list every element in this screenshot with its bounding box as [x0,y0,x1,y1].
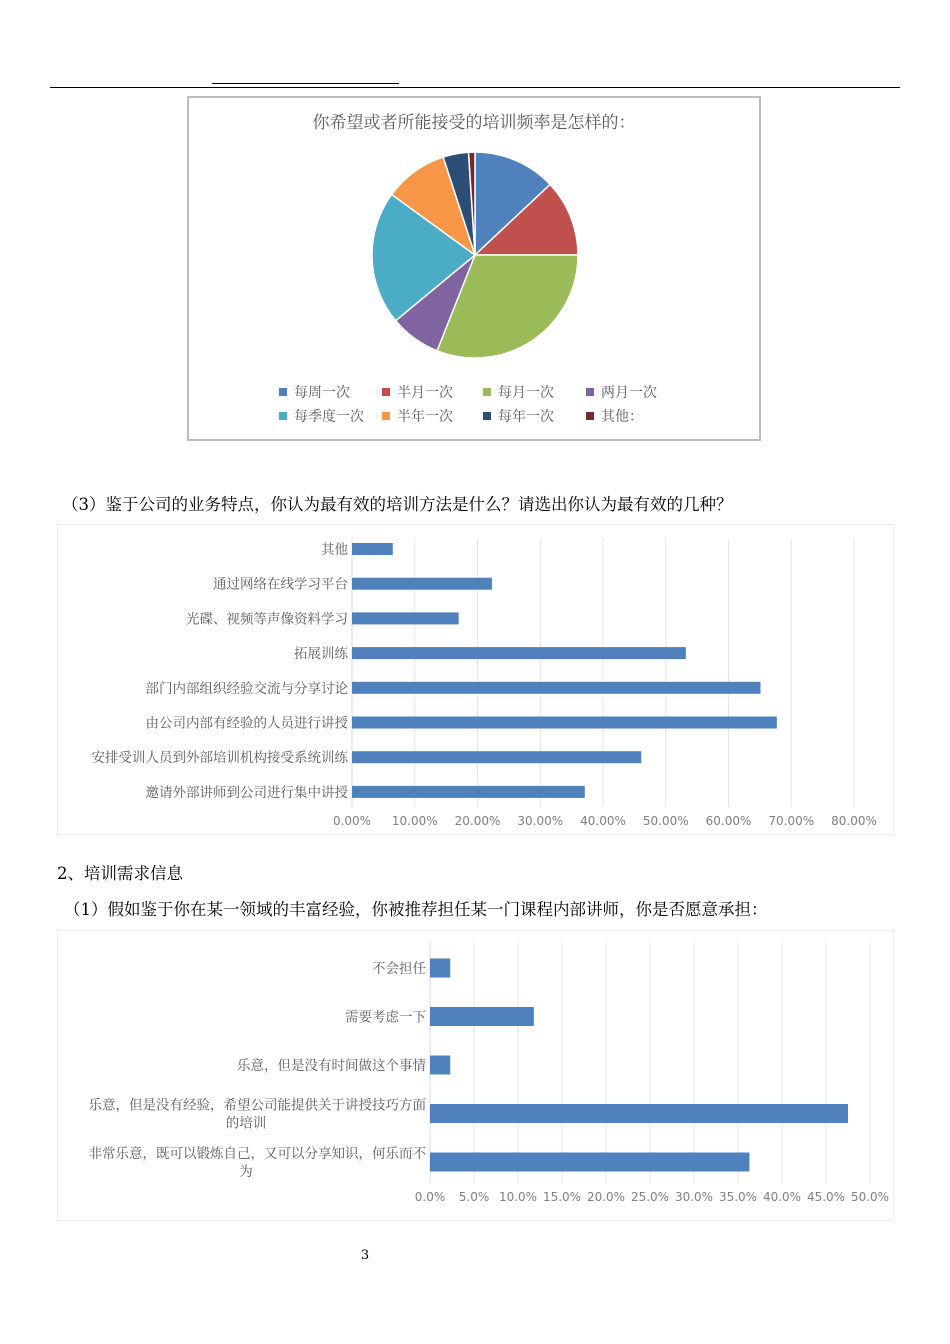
page-number: 3 [360,1248,370,1263]
pie-legend-item [586,382,657,402]
x-tick-label: 25.0% [630,1190,670,1204]
legend-label: 半年一次 [397,409,453,425]
x-tick-label: 30.0% [674,1190,714,1204]
pie-chart-frequency [187,96,761,441]
pie-legend-item [483,406,554,426]
legend-label: 每月一次 [498,385,554,401]
x-tick-label: 30.00% [517,814,564,828]
category-label: 乐意，但是没有经验，希望公司能提供关于讲授技巧方面 [88,1097,426,1114]
category-label: 需要考虑一下 [345,1009,426,1026]
pie-legend-item [382,382,453,402]
section-2-title: 2、培训需求信息 [57,864,183,883]
legend-swatch [483,412,491,420]
bar [352,682,761,694]
legend-swatch [382,388,390,396]
x-tick-label: 35.0% [718,1190,758,1204]
header-rule [50,87,900,88]
x-tick-label: 15.0% [542,1190,582,1204]
bar [352,751,641,763]
bar [352,543,393,555]
legend-label: 其他： [601,409,643,425]
x-tick-label: 0.0% [414,1190,446,1204]
pie-legend-item [279,382,350,402]
x-tick-label: 20.0% [586,1190,626,1204]
legend-label: 两月一次 [601,385,657,401]
category-label: 的培训 [225,1115,267,1132]
bar [352,786,585,798]
header-rule-short [212,83,399,84]
legend-label: 每年一次 [498,409,554,425]
legend-label: 半月一次 [397,385,453,401]
x-tick-label: 10.00% [391,814,438,828]
bar [352,647,686,659]
x-tick-label: 20.00% [454,814,501,828]
pie-legend-item [483,382,554,402]
category-label: 非常乐意，既可以锻炼自己，又可以分享知识，何乐而不 [88,1146,426,1162]
pie-legend-item [279,406,364,426]
bar-chart-lecturer-willingness [57,930,894,1221]
bar [352,717,777,729]
legend-swatch [279,412,287,420]
bar [430,1153,749,1172]
x-tick-label: 10.0% [498,1190,538,1204]
legend-swatch [382,412,390,420]
legend-swatch [279,388,287,396]
pie-chart-title: 你希望或者所能接受的培训频率是怎样的： [312,113,636,133]
category-label: 不会担任 [372,961,426,977]
x-tick-label: 0.00% [332,814,372,828]
pie-legend-item [382,406,453,426]
bar [430,1056,450,1075]
category-label: 拓展训练 [294,646,348,663]
bar [430,1104,848,1123]
category-label: 部门内部组织经验交流与分享讨论 [145,680,348,697]
bar-chart-methods-plot [58,525,893,834]
pie-legend-item [586,406,643,426]
x-tick-label: 40.00% [580,814,626,828]
bar-chart-willingness-plot [58,931,893,1220]
legend-swatch [483,388,491,396]
x-tick-label: 5.0% [458,1190,490,1204]
legend-swatch [586,388,594,396]
category-label: 为 [239,1164,253,1180]
x-tick-label: 80.00% [831,814,877,828]
x-tick-label: 50.0% [850,1190,890,1204]
bar [430,1007,534,1026]
question-3: （3）鉴于公司的业务特点，你认为最有效的培训方法是什么？请选出你认为最有效的几种？ [62,495,733,514]
legend-label: 每季度一次 [294,409,364,425]
category-label: 其他 [321,542,348,558]
legend-label: 每周一次 [294,385,350,401]
category-label: 安排受训人员到外部培训机构接受系统训练 [91,750,348,767]
category-label: 乐意，但是没有时间做这个事情 [237,1058,426,1074]
bar [430,959,450,978]
legend-swatch [586,412,594,420]
category-label: 光碟、视频等声像资料学习 [186,611,348,628]
section-2-question-1: （1）假如鉴于你在某一领域的丰富经验，你被推荐担任某一门课程内部讲师，你是否愿意承担： [64,900,768,919]
bar-chart-training-methods [57,524,894,835]
category-label: 邀请外部讲师到公司进行集中讲授 [145,784,348,801]
bar [352,612,459,624]
category-label: 通过网络在线学习平台 [213,576,348,593]
x-tick-label: 50.00% [642,814,689,828]
x-tick-label: 70.00% [768,814,815,828]
x-tick-label: 45.0% [806,1190,846,1204]
pie-chart-plot [189,98,759,439]
category-label: 由公司内部有经验的人员进行讲授 [145,715,348,732]
bar [352,578,492,590]
x-tick-label: 60.00% [705,814,752,828]
x-tick-label: 40.0% [762,1190,802,1204]
